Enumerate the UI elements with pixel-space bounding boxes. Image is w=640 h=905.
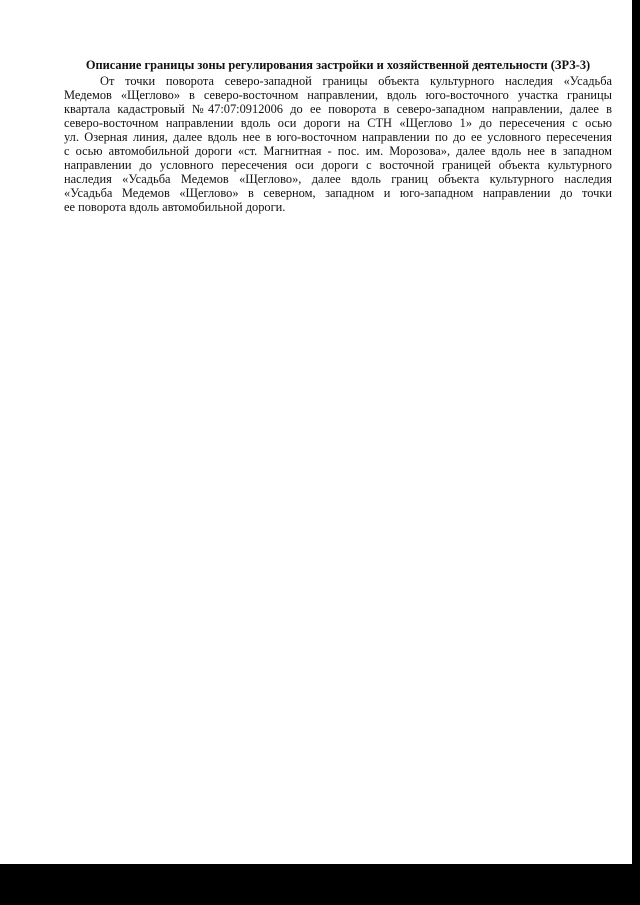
paragraph-line: ул. Озерная линия, далее вдоль нее в юго-восточном направлении по до ее условного пересечения [64, 130, 612, 144]
paragraph-line: с осью автомобильной дороги «ст. Магнитная - пос. им. Морозова», далее вдоль нее в западном [64, 144, 612, 158]
paragraph-line: направлении до условного пересечения оси дороги с восточной границей объекта культурного [64, 158, 612, 172]
paragraph-line: северо-восточном направлении вдоль оси дороги на СТН «Щеглово 1» до пересечения с осью [64, 116, 612, 130]
scan-edge-bottom [0, 864, 640, 905]
paragraph-line: наследия «Усадьба Медемов «Щеглово», далее вдоль границ объекта культурного наследия [64, 172, 612, 186]
document-title: Описание границы зоны регулирования застройки и хозяйственной деятельности (ЗРЗ-3) [85, 58, 591, 72]
paragraph-line: ее поворота вдоль автомобильной дороги. [64, 200, 286, 214]
paragraph-line: «Усадьба Медемов «Щеглово» в северном, западном и юго-западном направлении до точки [64, 186, 612, 200]
paragraph-line: От точки поворота северо-западной границы объекта культурного наследия «Усадьба [100, 74, 612, 88]
paragraph-line: квартала кадастровый №47:07:0912006 до ее поворота в северо-западном направлении, далее в [64, 102, 612, 116]
scan-edge-right [632, 0, 640, 864]
boundary-description-paragraph [64, 74, 612, 214]
paragraph-line: Медемов «Щеглово» в северо-восточном направлении, вдоль юго-восточного участка границы [64, 88, 612, 102]
